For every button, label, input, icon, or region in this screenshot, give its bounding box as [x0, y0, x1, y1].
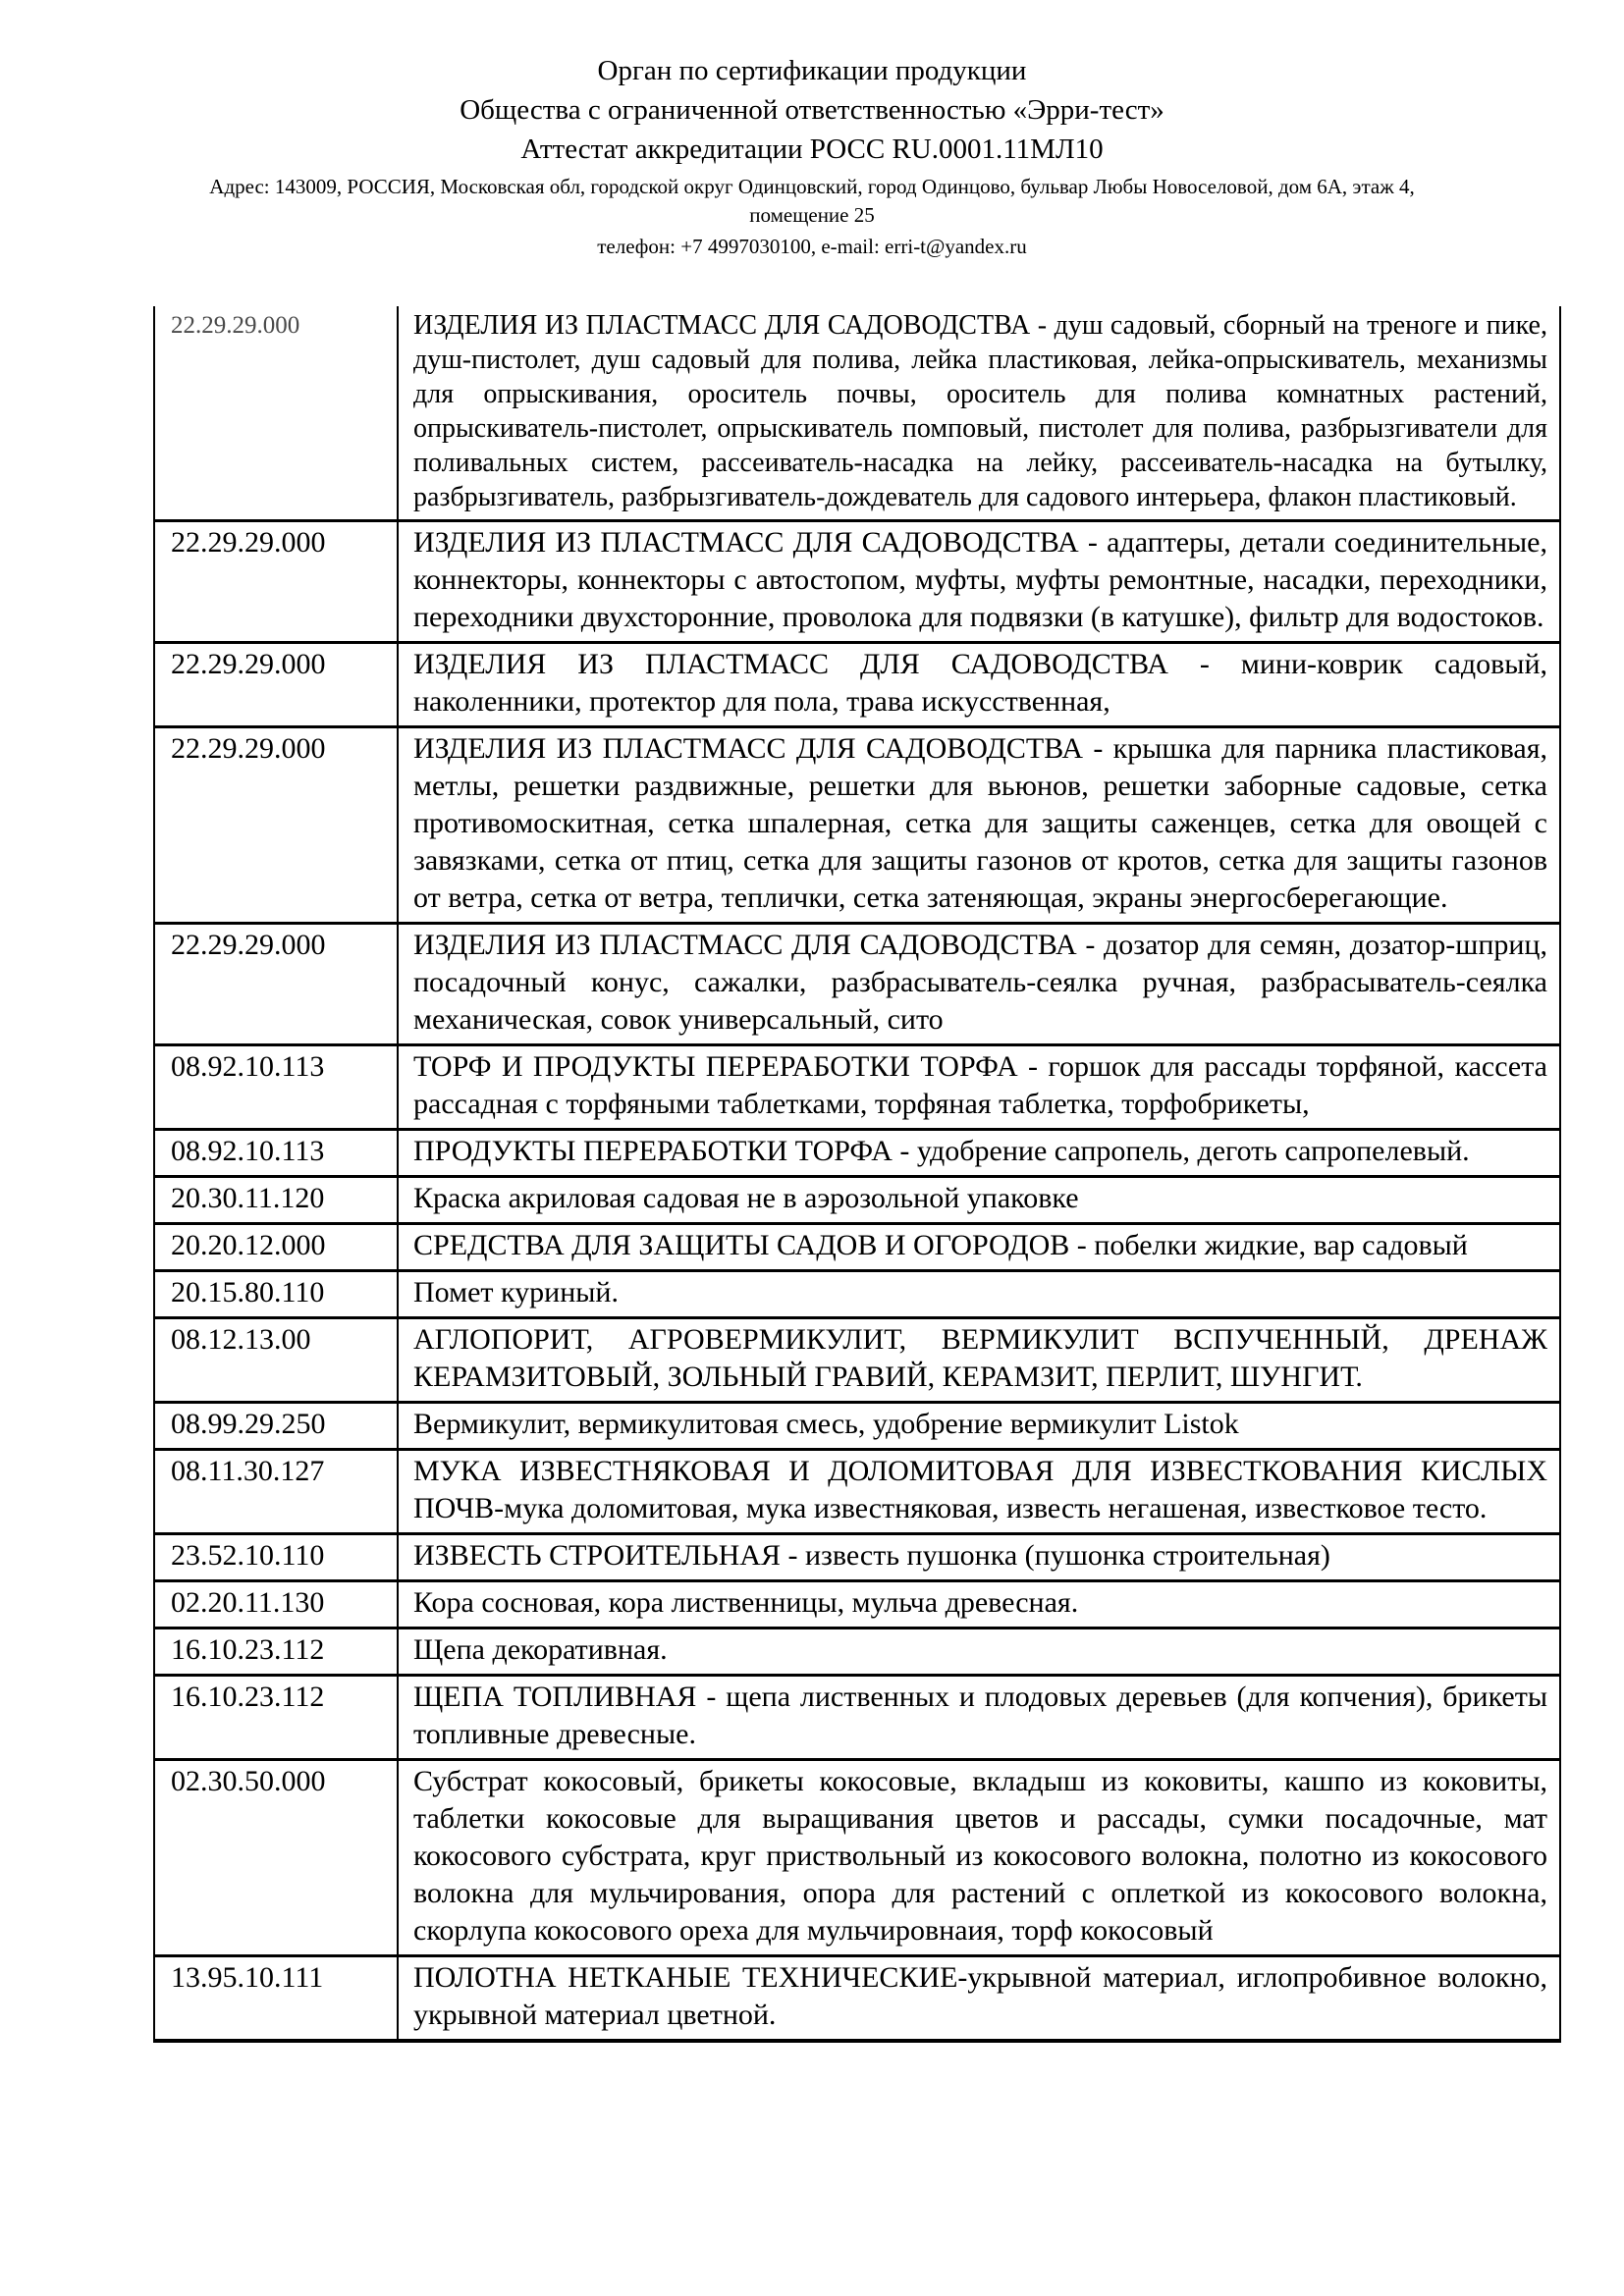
table-row: [154, 1534, 1560, 1581]
description-cell: ИЗДЕЛИЯ ИЗ ПЛАСТМАСС ДЛЯ САДОВОДСТВА - дозатор для семян, дозатор-шприц, посадочный конус, сажалки, разбрасыватель-сеялка ручная, разбрасыватель-сеялка механическая, совок универсальный, сито: [398, 924, 1560, 1045]
description-cell: ТОРФ И ПРОДУКТЫ ПЕРЕРАБОТКИ ТОРФА - горшок для рассады торфяной, кассета рассадная с торфяными таблетками, торфяная таблетка, торфобрикеты,: [398, 1045, 1560, 1130]
table-row: [154, 727, 1560, 924]
code-cell: 20.20.12.000: [154, 1224, 398, 1271]
description-cell: АГЛОПОРИТ, АГРОВЕРМИКУЛИТ, ВЕРМИКУЛИТ ВСПУЧЕННЫЙ, ДРЕНАЖ КЕРАМЗИТОВЫЙ, ЗОЛЬНЫЙ ГРАВИЙ, КЕРАМЗИТ, ПЕРЛИТ, ШУНГИТ.: [398, 1318, 1560, 1403]
code-cell: 08.11.30.127: [154, 1450, 398, 1534]
accreditation-line: Аттестат аккредитации РОСС RU.0001.11МЛ10: [520, 133, 1104, 165]
code-cell: 16.10.23.112: [154, 1629, 398, 1676]
description-cell: ИЗДЕЛИЯ ИЗ ПЛАСТМАСС ДЛЯ САДОВОДСТВА - крышка для парника пластиковая, метлы, решетки раздвижные, решетки для вьюнов, решетки заборные садовые, сетка противомоскитная, сетка шпалерная, сетка для защиты саженцев, сетка для овощей с завязками, сетка от птиц, сетка для защиты газонов от кротов, сетка для защиты газонов от ветра, сетка от ветра, теплички, сетка затеняющая, экраны энергосберегающие.: [398, 727, 1560, 924]
description-cell: ПОЛОТНА НЕТКАНЫЕ ТЕХНИЧЕСКИЕ-укрывной материал, иглопробивное волокно, укрывной материал цветной.: [398, 1956, 1560, 2042]
description-cell: Субстрат кокосовый, брикеты кокосовые, вкладыш из коковиты, кашпо из коковиты, таблетки кокосовые для выращивания цветов и рассады, сумки посадочные, мат кокосового субстрата, круг приствольный из кокосового волокна, полотно из кокосового волокна для мульчирования, опора для растений с оплеткой из кокосового волокна, скорлупа кокосового ореха для мульчировнаия, торф кокосовый: [398, 1760, 1560, 1956]
table-row: [154, 1760, 1560, 1956]
table-row: [154, 1045, 1560, 1130]
code-cell: 02.30.50.000: [154, 1760, 398, 1956]
description-cell: Краска акриловая садовая не в аэрозольной упаковке: [398, 1177, 1560, 1224]
table-row: [154, 1177, 1560, 1224]
document-header: [0, 0, 1624, 261]
description-cell: ИЗДЕЛИЯ ИЗ ПЛАСТМАСС ДЛЯ САДОВОДСТВА - адаптеры, детали соединительные, коннекторы, коннекторы с автостопом, муфты, муфты ремонтные, насадки, переходники, переходники двухсторонние, проволока для подвязки (в катушке), фильтр для водостоков.: [398, 521, 1560, 643]
table-row: [154, 643, 1560, 727]
org-title-line1: Орган по сертификации продукции: [597, 55, 1027, 86]
table-row: [154, 521, 1560, 643]
code-cell: 08.92.10.113: [154, 1045, 398, 1130]
code-cell: 22.29.29.000: [154, 521, 398, 643]
description-cell: ИЗВЕСТЬ СТРОИТЕЛЬНАЯ - известь пушонка (пушонка строительная): [398, 1534, 1560, 1581]
products-table-body: [154, 306, 1560, 2041]
code-cell: 08.12.13.00: [154, 1318, 398, 1403]
code-cell: 22.29.29.000: [154, 727, 398, 924]
code-cell: 16.10.23.112: [154, 1676, 398, 1760]
code-cell: 22.29.29.000: [154, 924, 398, 1045]
table-row: [154, 1224, 1560, 1271]
code-cell: 22.29.29.000: [154, 643, 398, 727]
description-cell: СРЕДСТВА ДЛЯ ЗАЩИТЫ САДОВ И ОГОРОДОВ - побелки жидкие, вар садовый: [398, 1224, 1560, 1271]
org-title-line2: Общества с ограниченной ответственностью «Эрри-тест»: [460, 94, 1164, 126]
description-cell: Вермикулит, вермикулитовая смесь, удобрение вермикулит Listok: [398, 1403, 1560, 1450]
table-row: [154, 1676, 1560, 1760]
address-line: Адрес: 143009, РОССИЯ, Московская обл, городской округ Одинцовский, город Одинцово, бульвар Любы Новоселовой, дом 6А, этаж 4, помещение 25: [209, 175, 1415, 227]
code-cell: 08.99.29.250: [154, 1403, 398, 1450]
table-row: [154, 306, 1560, 521]
table-row: [154, 924, 1560, 1045]
description-cell: ИЗДЕЛИЯ ИЗ ПЛАСТМАСС ДЛЯ САДОВОДСТВА - мини-коврик садовый, наколенники, протектор для пола, трава искусственная,: [398, 643, 1560, 727]
table-row: [154, 1450, 1560, 1534]
code-cell: 02.20.11.130: [154, 1581, 398, 1629]
code-cell: 23.52.10.110: [154, 1534, 398, 1581]
contact-line: телефон: +7 4997030100, e-mail: erri-t@yandex.ru: [597, 235, 1027, 258]
code-cell: 22.29.29.000: [154, 306, 398, 521]
products-table: [153, 306, 1561, 2043]
table-row: [154, 1271, 1560, 1318]
description-cell: МУКА ИЗВЕСТНЯКОВАЯ И ДОЛОМИТОВАЯ ДЛЯ ИЗВЕСТКОВАНИЯ КИСЛЫХ ПОЧВ-мука доломитовая, мука известняковая, известь негашеная, известковое тесто.: [398, 1450, 1560, 1534]
description-cell: Кора сосновая, кора лиственницы, мульча древесная.: [398, 1581, 1560, 1629]
description-cell: ПРОДУКТЫ ПЕРЕРАБОТКИ ТОРФА - удобрение сапропель, деготь сапропелевый.: [398, 1130, 1560, 1177]
code-cell: 08.92.10.113: [154, 1130, 398, 1177]
table-row: [154, 1956, 1560, 2042]
table-row: [154, 1130, 1560, 1177]
table-row: [154, 1581, 1560, 1629]
description-cell: Помет куриный.: [398, 1271, 1560, 1318]
code-cell: 20.15.80.110: [154, 1271, 398, 1318]
description-cell: ИЗДЕЛИЯ ИЗ ПЛАСТМАСС ДЛЯ САДОВОДСТВА - душ садовый, сборный на треноге и пике, душ-пистолет, душ садовый для полива, лейка пластиковая, лейка-опрыскиватель, механизмы для опрыскивания, ороситель почвы, ороситель для полива комнатных растений, опрыскиватель-пистолет, опрыскиватель помповый, пистолет для полива, разбрызгиватели для поливальных систем, рассеиватель-насадка на лейку, рассеиватель-насадка на бутылку, разбрызгиватель, разбрызгиватель-дождеватель для садового интерьера, флакон пластиковый.: [413, 310, 1547, 512]
table-row: [154, 1403, 1560, 1450]
table-row: [154, 1629, 1560, 1676]
code-cell: 13.95.10.111: [154, 1956, 398, 2042]
description-cell: Щепа декоративная.: [398, 1629, 1560, 1676]
description-cell: ЩЕПА ТОПЛИВНАЯ - щепа лиственных и плодовых деревьев (для копчения), брикеты топливные древесные.: [398, 1676, 1560, 1760]
table-row: [154, 1318, 1560, 1403]
code-cell: 20.30.11.120: [154, 1177, 398, 1224]
